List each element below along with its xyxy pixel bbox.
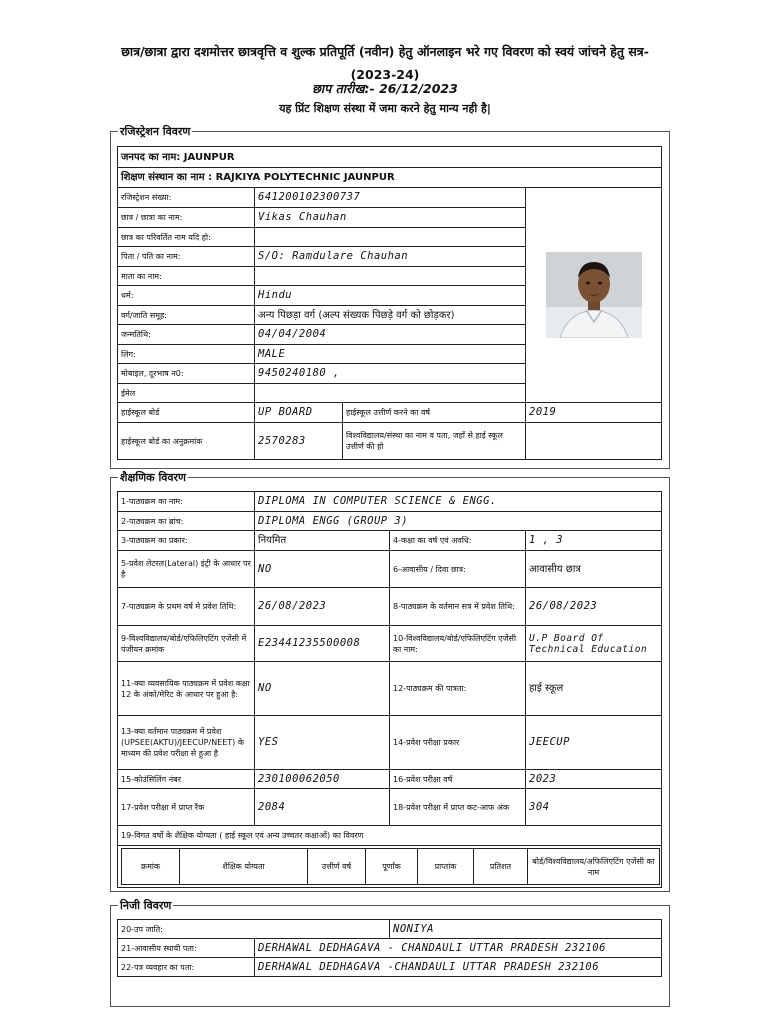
- field-label: ईमेल: [118, 384, 255, 403]
- field-label: 1-पाठ्यक्रम का नाम:: [118, 492, 255, 512]
- affiliating-agency: U.P Board Of Technical Education: [526, 626, 662, 662]
- column-header: उत्तीर्ण वर्ष: [308, 849, 366, 885]
- field-label: लिंग:: [118, 345, 255, 364]
- column-header: प्राप्तांक: [418, 849, 474, 885]
- permanent-address: DERHAWAL DEDHAGAVA - CHANDAULI UTTAR PRADESH 232106: [255, 939, 662, 958]
- mobile-number: 9450240180 ,: [255, 364, 526, 384]
- religion: Hindu: [255, 286, 526, 306]
- date-of-birth: 04/04/2004: [255, 325, 526, 345]
- field-label: 15-कोउंसिलिंग नंबर: [118, 770, 255, 789]
- field-label: 7-पाठ्यक्रम के प्रथम वर्ष मे प्रवेश तिथि:: [118, 588, 255, 626]
- current-session-admission-date: 26/08/2023: [526, 588, 662, 626]
- field-label: 5-प्रवेश लेटरल(Lateral) इंट्री के आधार पर है: [118, 551, 255, 588]
- field-label: 11-क्या व्यवसायिक पाठ्यक्रम में प्रवेश कक्षा 12 के अंको/मेरिट के आधार पर हुआ है:: [118, 662, 255, 716]
- student-name: Vikas Chauhan: [255, 208, 526, 228]
- field-label: 13-क्या वर्तमान पाठ्यक्रम में प्रवेश (UPSEE(AKTU)/JEECUP/NEET) के माध्यम की प्रवेश परीक्षा से हुआ है: [118, 716, 255, 770]
- correspondence-address: DERHAWAL DEDHAGAVA -CHANDAULI UTTAR PRADESH 232106: [255, 958, 662, 977]
- field-label: 12-पाठ्यक्रम की पात्रता:: [390, 662, 526, 716]
- field-label: 20-उप जाति:: [118, 920, 390, 939]
- previous-qualification-label: 19-विगत वर्षो के शैक्षिक योग्यता ( हाई स्कूल एवं अन्य उच्चतर कक्षाओं) का विवरण: [118, 826, 662, 846]
- student-photo: [546, 252, 642, 338]
- cutoff-marks: 304: [526, 789, 662, 826]
- registration-number: 641200102300737: [255, 188, 526, 208]
- field-label: 18-प्रवेश परीक्षा में प्राप्त कट-आफ अंक: [390, 789, 526, 826]
- column-header: क्रमांक: [122, 849, 180, 885]
- merit-based-admission: NO: [255, 662, 390, 716]
- registration-table: [117, 146, 662, 460]
- hs-roll-number: 2570283: [255, 423, 343, 460]
- district-name: जनपद का नाम: JAUNPUR: [118, 147, 662, 168]
- previous-qualification-container: [118, 846, 662, 888]
- field-label: 22-पत्र व्यवहार का पता:: [118, 958, 255, 977]
- mother-name: [255, 267, 526, 286]
- field-label: हाईस्कूल उत्तीर्ण करने का वर्ष: [343, 403, 526, 423]
- field-label: वर्ग/जाति समूह:: [118, 306, 255, 325]
- registration-section-title: रजिस्ट्रेशन विवरण: [120, 125, 191, 138]
- field-label: धर्म:: [118, 286, 255, 306]
- field-label: छात्र / छात्रा का नाम:: [118, 208, 255, 228]
- field-label: रजिस्ट्रेशन संख्या:: [118, 188, 255, 208]
- course-eligibility: हाई स्कूल: [526, 662, 662, 716]
- column-header: शैक्षिक योग्यता: [180, 849, 308, 885]
- course-name: DIPLOMA IN COMPUTER SCIENCE & ENGG.: [255, 492, 662, 512]
- field-label: 9-विश्वविद्यालय/बोर्ड/एफिलिएटिंग एजेंसी में पंजीयन क्रमांक: [118, 626, 255, 662]
- field-label: 10-विश्वविद्यालय/बोर्ड/एफिलिएटिंग एजेंसी का नाम:: [390, 626, 526, 662]
- counselling-number: 230100062050: [255, 770, 390, 789]
- field-label: 21-आवासीय स्थायी पता:: [118, 939, 255, 958]
- entrance-exam-type: JEECUP: [526, 716, 662, 770]
- first-year-admission-date: 26/08/2023: [255, 588, 390, 626]
- residential-status: आवासीय छात्र: [526, 551, 662, 588]
- gender: MALE: [255, 345, 526, 364]
- registration-serial: E23441235500008: [255, 626, 390, 662]
- column-header: बोर्ड/विश्वविद्यालय/अफिलिएटिंग एजेंसी का नाम: [528, 849, 660, 885]
- field-label: 17-प्रवेश परीक्षा में प्राप्त रैंक: [118, 789, 255, 826]
- sub-caste: NONIYA: [390, 920, 662, 939]
- academic-section-title: शैक्षणिक विवरण: [120, 471, 186, 484]
- form-title: छात्र/छात्रा द्वारा दशमोत्तर छात्रवृत्ति व शुल्क प्रतिपूर्ति (नवीन) हेतु ऑनलाइन भरे गए विवरण को स्वयं जांचने हेतु सत्र-(2023-24): [121, 44, 649, 82]
- changed-name: [255, 228, 526, 247]
- class-year-duration: 1 , 3: [526, 531, 662, 551]
- field-label: 6-आवासीय / दिवा छात्र:: [390, 551, 526, 588]
- hs-pass-year: 2019: [526, 403, 662, 423]
- field-label: विश्वविद्यालय/संस्था का नाम व पता, जहाँ से हाई स्कूल उत्तीर्ण की हो: [343, 423, 526, 460]
- entrance-exam-admission: YES: [255, 716, 390, 770]
- father-name: S/O: Ramdulare Chauhan: [255, 247, 526, 267]
- entrance-rank: 2084: [255, 789, 390, 826]
- field-label: माता का नाम:: [118, 267, 255, 286]
- hs-school-name: [526, 423, 662, 460]
- field-label: हाईस्कूल बोर्ड: [118, 403, 255, 423]
- field-label: पिता / पति का नाम:: [118, 247, 255, 267]
- field-label: जन्मतिथि:: [118, 325, 255, 345]
- institution-name: शिक्षण संस्थान का नाम : RAJKIYA POLYTECHNIC JAUNPUR: [118, 168, 662, 188]
- column-header: प्रतिशत: [474, 849, 528, 885]
- photo-cell: [526, 188, 662, 403]
- hs-board: UP BOARD: [255, 403, 343, 423]
- print-note: यह प्रिंट शिक्षण संस्था में जमा करने हेतु मान्य नही है|: [279, 102, 491, 115]
- field-label: 16-प्रवेश परीक्षा वर्ष: [390, 770, 526, 789]
- print-date: छाप तारीख:- 26/12/2023: [312, 81, 458, 96]
- field-label: छात्र का परिवर्तित नाम यदि हो:: [118, 228, 255, 247]
- field-label: 8-पाठ्यक्रम के वर्तमान सत्र में प्रवेश तिथि:: [390, 588, 526, 626]
- field-label: मोबाइल, दूरभाष न0:: [118, 364, 255, 384]
- previous-qualification-table: [121, 848, 660, 885]
- course-type: नियमित: [255, 531, 390, 551]
- academic-table: [117, 491, 662, 888]
- email: [255, 384, 526, 403]
- lateral-entry: NO: [255, 551, 390, 588]
- column-header: पूर्णांक: [366, 849, 418, 885]
- caste-group: अन्य पिछड़ा वर्ग (अल्प संख्यक पिछड़े वर्ग को छोड़कर): [255, 306, 526, 325]
- field-label: हाईस्कूल बोर्ड का अनुक्रमांक: [118, 423, 255, 460]
- personal-table: [117, 919, 662, 977]
- personal-section-title: निजी विवरण: [120, 899, 172, 912]
- course-branch: DIPLOMA ENGG (GROUP 3): [255, 512, 662, 531]
- entrance-exam-year: 2023: [526, 770, 662, 789]
- field-label: 3-पाठ्यक्रम का प्रकार:: [118, 531, 255, 551]
- field-label: 14-प्रवेश परीक्षा प्रकार: [390, 716, 526, 770]
- field-label: 2-पाठ्यक्रम का ब्रांच:: [118, 512, 255, 531]
- field-label: 4-कक्षा का वर्ष एवं अवधि:: [390, 531, 526, 551]
